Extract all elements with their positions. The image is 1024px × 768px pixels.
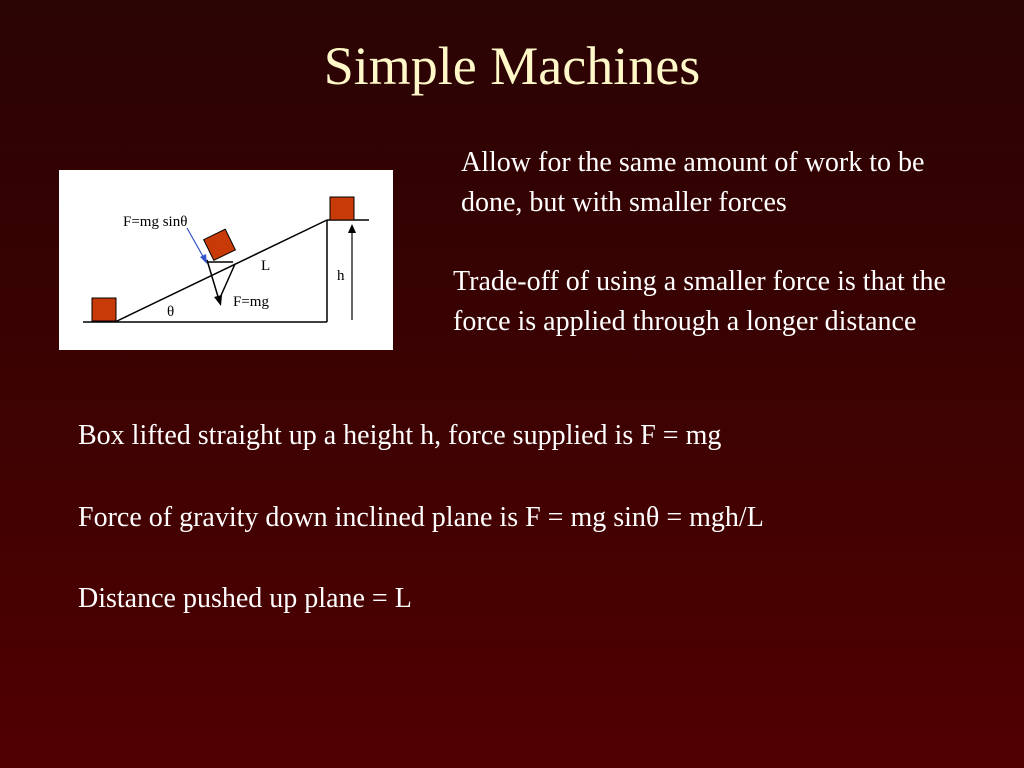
- inclined-plane-svg: [59, 170, 393, 350]
- note-work-same: Allow for the same amount of work to be done, but with smaller forces: [461, 147, 925, 218]
- label-angle: θ: [167, 304, 175, 320]
- body-line-distance: Distance pushed up plane = L: [78, 583, 412, 614]
- pointer-arrow: [187, 228, 205, 260]
- box-bottom: [92, 298, 116, 321]
- box-top: [330, 197, 354, 220]
- body-line-gravity: Force of gravity down inclined plane is F = mg sinθ = mgh/L: [78, 502, 764, 533]
- weight-arrow: [207, 260, 219, 300]
- height-arrowhead: [348, 224, 356, 233]
- label-length: L: [261, 258, 271, 274]
- label-force-along: F=mg sinθ: [123, 214, 188, 230]
- label-weight: F=mg: [233, 294, 269, 310]
- slide-title: Simple Machines: [323, 36, 701, 96]
- label-height: h: [337, 268, 345, 284]
- body-line-lift: Box lifted straight up a height h, force supplied is F = mg: [78, 420, 722, 451]
- inclined-plane-diagram: [59, 170, 393, 350]
- note-trade-off: Trade-off of using a smaller force is that the force is applied through a longer distance: [453, 266, 946, 337]
- box-on-incline: [204, 229, 236, 260]
- pointer-arrowhead: [200, 254, 207, 264]
